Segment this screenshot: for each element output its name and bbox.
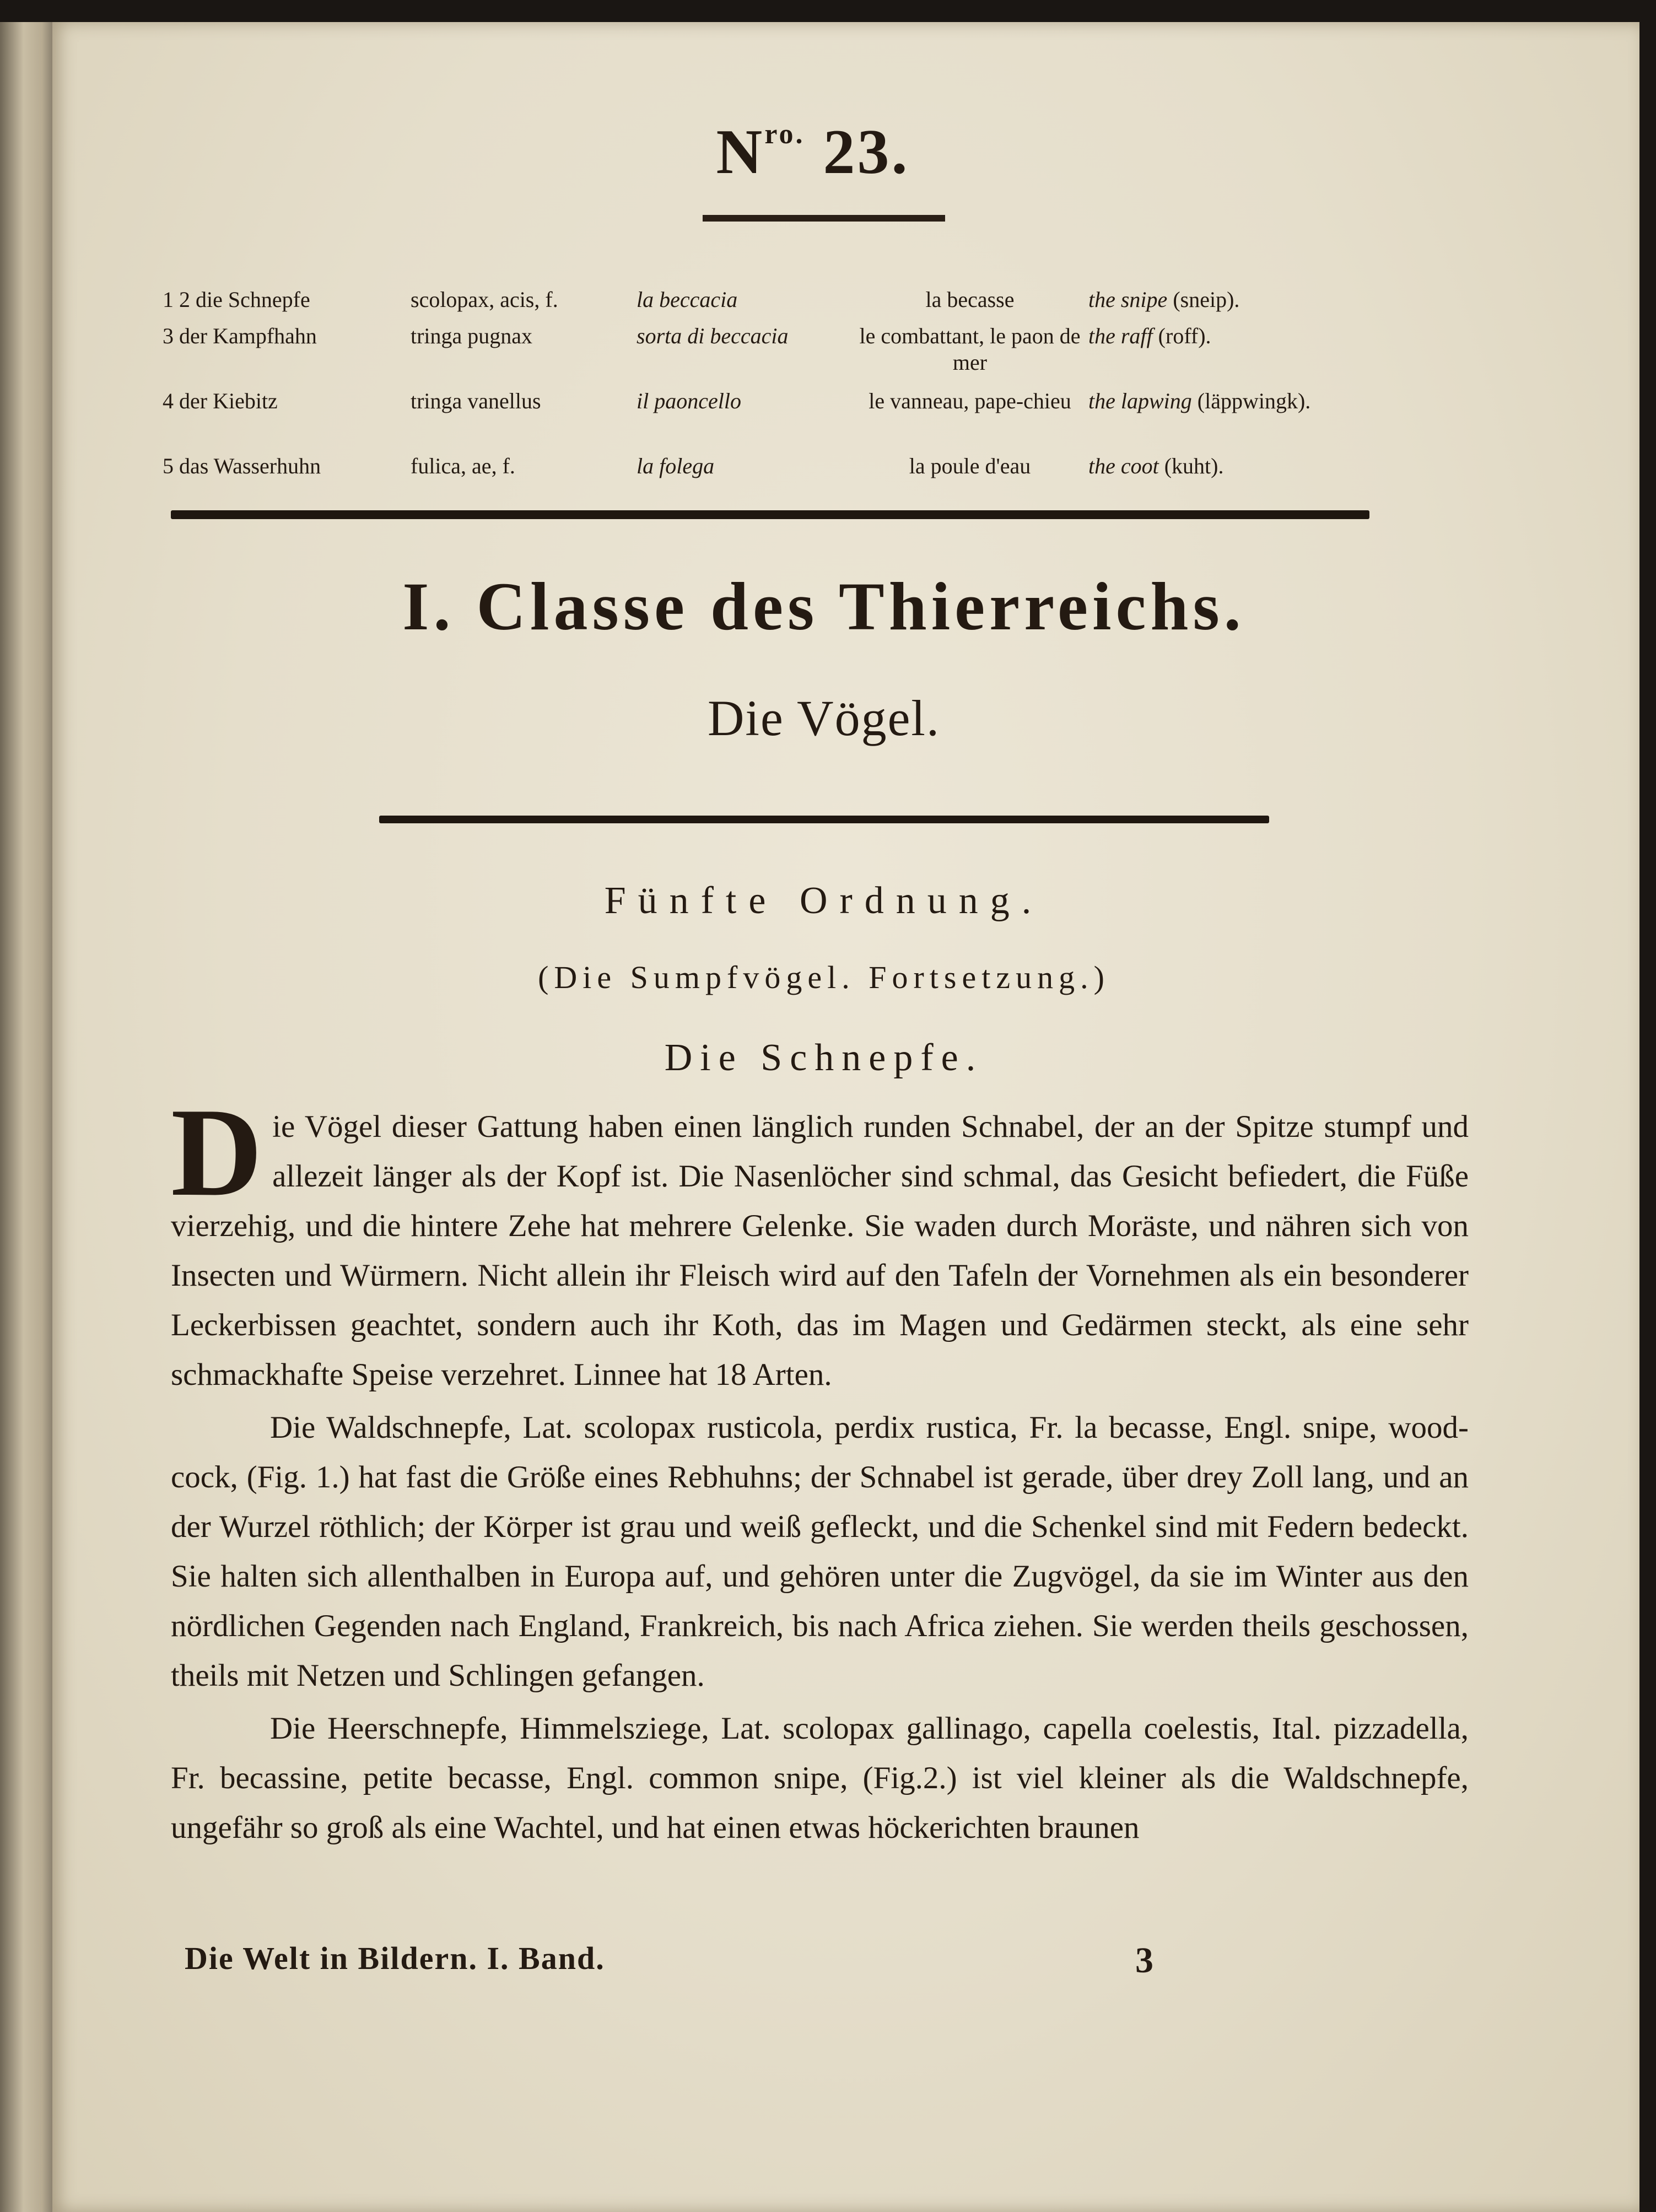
signature-mark: 3 [1135,1940,1153,1981]
genus-heading: Die Schnepfe. [664,1037,984,1079]
english-pronunciation: (kuht). [1164,454,1224,478]
order-heading: Fünfte Ordnung. [604,880,1044,922]
german-name: 5 das Wasserhuhn [163,454,321,478]
page-number [670,116,956,189]
book-spine [0,22,52,2212]
german-name: 1 2 die Schnepfe [163,287,310,312]
italian-name: la folega [636,454,715,478]
italian-name: il paoncello [636,389,741,413]
bird-row [163,388,1447,443]
french-name: le combattant, le paon de mer [859,323,1081,375]
english-word: the raff [1088,323,1153,348]
english-name [1088,453,1463,479]
english-pronunciation: (roff). [1158,323,1211,348]
class-heading: I. Classe des Thierreichs. [402,569,1245,644]
drop-cap: D [171,1082,263,1222]
book-page [52,22,1639,2212]
number-suffix: ro. [764,118,805,150]
english-word: the coot [1088,454,1159,478]
bird-row [163,287,1447,313]
bird-row [163,323,1447,378]
bird-name-table [163,287,1447,489]
divider-mid [379,816,1269,823]
italian-name: sorta di beccacia [636,323,789,348]
french-name: la becasse [925,287,1015,312]
german-name: 4 der Kiebitz [163,389,278,413]
footer-title: Die Welt in Bildern. I. Band. [185,1940,605,1976]
paragraph: Die Heerschnepfe, Himmelsziege, Lat. scolopax gallinago, capella coelestis, Ital. pizzadella, Fr. becassine, petite becasse, Engl. common snipe, (Fig.2.) ist viel kleiner als die Waldschnepfe, ungefähr so groß als eine Wachtel, und hat einen etwas höckerichten braunen [171,1711,1469,1845]
paragraph: Die Waldschnepfe, Lat. scolopax rusticola, perdix rustica, Fr. la becasse, Engl. snipe, wood-cock, (Fig. 1.) hat fast die Größe eines Rebhuhns; der Schnabel ist gerade, über drey Zoll lang, und an der Wurzel röthlich; der Körper ist grau und weiß gefleckt, und die Schenkel sind mit Federn bedeckt. Sie halten sich allenthalben in Europa auf, und gehören unter die Zugvögel, da sie im Winter aus den nördlichen Gegenden nach England, Frankreich, bis nach Africa ziehen. Sie werden theils geschossen, theils mit Netzen und Schlingen gefangen. [171,1410,1469,1693]
latin-name: fulica, ae, f. [411,454,515,478]
latin-name: scolopax, acis, f. [411,287,558,312]
paragraph [171,1082,1469,1400]
latin-name: tringa vanellus [411,389,541,413]
divider-long [171,510,1369,519]
subtitle-heading: (Die Sumpfvögel. Fortsetzung.) [538,959,1110,995]
french-name: la poule d'eau [909,454,1031,478]
english-word: the snipe [1088,287,1168,312]
section-heading: Die Vögel. [707,690,940,746]
german-name: 3 der Kampfhahn [163,323,317,348]
french-name: le vanneau, pape-chieu [869,389,1071,413]
english-name [1088,388,1463,414]
divider-short [703,215,945,222]
english-word: the lapwing [1088,389,1192,413]
english-pronunciation: (läppwingk). [1197,389,1311,413]
latin-name: tringa pugnax [411,323,533,348]
english-pronunciation: (sneip). [1173,287,1240,312]
italian-name: la beccacia [636,287,738,312]
english-name [1088,323,1463,349]
number-prefix: N [716,117,765,187]
bird-row [163,453,1447,479]
english-name [1088,287,1463,313]
number-value: 23. [823,117,910,187]
body-text [171,1082,1469,1856]
paragraph-text: ie Vögel dieser Gattung haben einen länglich runden Schnabel, der an der Spitze stumpf und allezeit länger als der Kopf ist. Die Nasenlöcher sind schmal, das Gesicht befiedert, die Füße vierzehig, und die hintere Zehe hat mehrere Gelenke. Sie waden durch Moräste, und nähren sich von Insecten und Würmern. Nicht allein ihr Fleisch wird auf den Tafeln der Vornehmen als ein besonderer Leckerbissen geachtet, sondern auch ihr Koth, das im Magen und Gedärmen steckt, als eine sehr schmackhafte Speise verzehret. Linnee hat 18 Arten. [171,1109,1469,1392]
